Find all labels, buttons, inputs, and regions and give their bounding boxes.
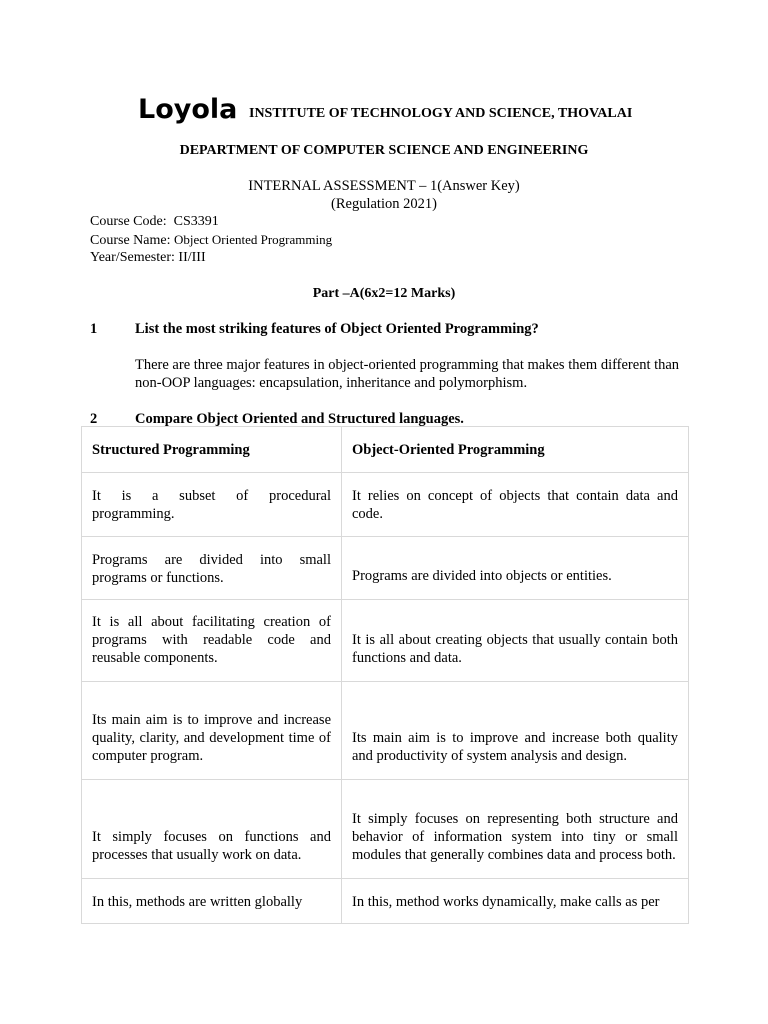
part-a-heading: Part –A(6x2=12 Marks) — [312, 286, 456, 301]
course-name-label: Course Name: — [90, 233, 171, 248]
question-number: 2 — [90, 411, 98, 427]
year-semester-value: II/III — [178, 250, 206, 265]
question-text: List the most striking features of Object Oriented Programming? — [135, 321, 539, 337]
course-name-value: Object Oriented Programming — [173, 232, 333, 247]
table-cell: Its main aim is to improve and increase both quality and productivity of system analysis and design. — [342, 682, 689, 780]
question-number: 1 — [90, 321, 98, 337]
year-semester-label: Year/Semester: — [90, 250, 175, 265]
table-cell: Programs are divided into small programs or functions. — [82, 537, 342, 600]
table-cell: It is all about facilitating creation of programs with readable code and reusable components. — [82, 600, 342, 682]
column-header: Object-Oriented Programming — [342, 427, 689, 473]
table-row — [82, 780, 689, 879]
course-code-value: CS3391 — [173, 214, 219, 229]
table-header-row — [82, 427, 689, 473]
table-cell: In this, method works dynamically, make calls as per — [342, 879, 689, 924]
table-row — [82, 879, 689, 924]
table-cell: Its main aim is to improve and increase quality, clarity, and development time of computer program. — [82, 682, 342, 780]
table-cell: It is a subset of procedural programming. — [82, 473, 342, 537]
answer-text: There are three major features in object-oriented programming that makes them different than non-OOP languages: encapsulation, inheritance and polymorphism. — [135, 357, 680, 391]
table-cell: It simply focuses on representing both structure and behavior of information system into tiny or small modules that generally combines data and process both. — [342, 780, 689, 879]
table-cell: Programs are divided into objects or entities. — [342, 537, 689, 600]
table-row — [82, 682, 689, 780]
course-code-label: Course Code: — [90, 214, 167, 229]
column-header: Structured Programming — [82, 427, 342, 473]
course-code-line — [90, 213, 219, 231]
college-logo-text: Loyola — [138, 94, 238, 125]
table-cell: It relies on concept of objects that contain data and code. — [342, 473, 689, 537]
course-name-line — [90, 231, 332, 250]
table-cell: In this, methods are written globally — [82, 879, 342, 924]
year-semester-line — [90, 249, 206, 267]
regulation-line: (Regulation 2021) — [331, 196, 437, 212]
table-cell: It is all about creating objects that usually contain both functions and data. — [342, 600, 689, 682]
comparison-table — [81, 426, 689, 924]
question-text: Compare Object Oriented and Structured languages. — [135, 411, 464, 427]
institute-name: INSTITUTE OF TECHNOLOGY AND SCIENCE, THOVALAI — [249, 106, 633, 121]
table-row — [82, 537, 689, 600]
assessment-title: INTERNAL ASSESSMENT – 1(Answer Key) — [248, 178, 520, 194]
table-row — [82, 473, 689, 537]
table-cell: It simply focuses on functions and processes that usually work on data. — [82, 780, 342, 879]
department-heading: DEPARTMENT OF COMPUTER SCIENCE AND ENGINEERING — [179, 143, 589, 158]
table-row — [82, 600, 689, 682]
